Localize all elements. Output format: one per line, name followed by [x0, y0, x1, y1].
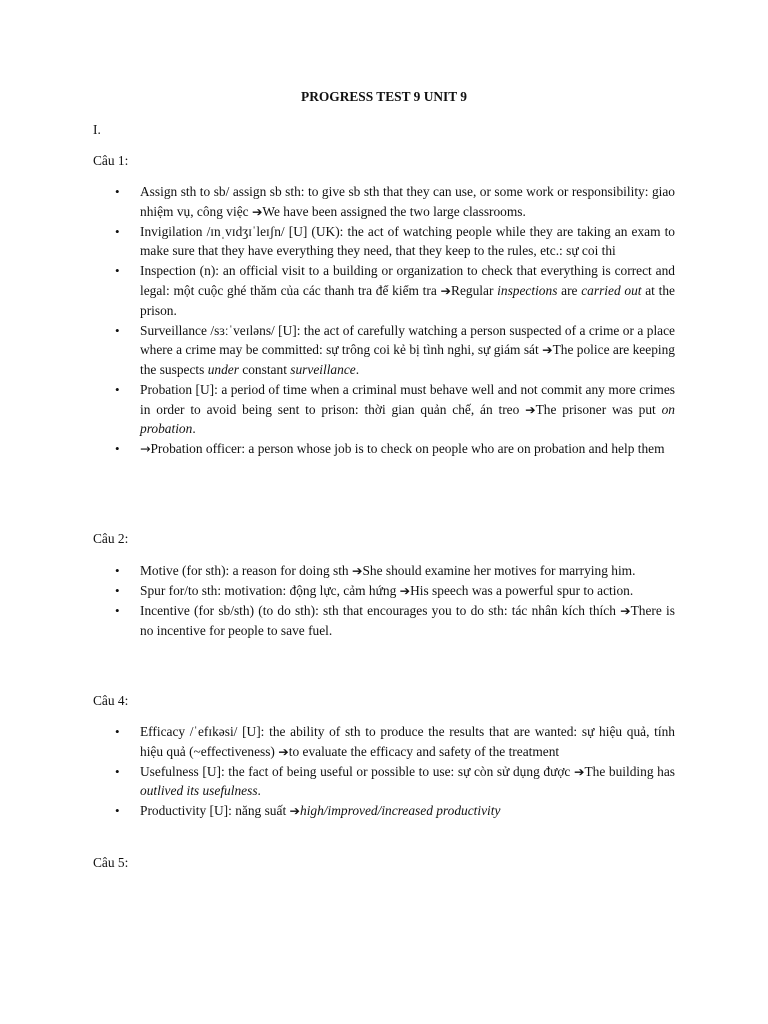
list-item: • Surveillance /sɜːˈveɪləns/ [U]: the act of carefully watching a person suspected of a crime or a place where a crime may be committed: sự trông coi kẻ bị tình nghi, sự giám sát ➔The police are keeping the suspects under constant surveillance.	[115, 322, 675, 377]
page-title: PROGRESS TEST 9 UNIT 9	[301, 89, 467, 104]
arrow-icon: ➔	[620, 603, 631, 619]
list-item: • Usefulness [U]: the fact of being useful or possible to use: sự còn sử dụng được ➔The building has outlived its usefulness.	[115, 763, 675, 799]
bullet-list-cau-2	[0, 561, 675, 641]
list-item: • Inspection (n): an official visit to a building or organization to check that everything is correct and legal: một cuộc ghé thăm của các thanh tra để kiểm tra ➔Regular inspections are carried out at the prison.	[115, 263, 675, 318]
bullet-icon: •	[115, 563, 120, 578]
bullet-list-cau-1	[0, 182, 675, 459]
bullet-icon: •	[115, 724, 120, 739]
bullet-icon: •	[115, 603, 120, 619]
arrow-icon: ➔	[542, 342, 553, 358]
arrow-icon: ➔	[440, 282, 452, 298]
arrow-icon: ➔	[351, 563, 363, 578]
arrow-icon: ➔	[278, 743, 289, 759]
list-item: • Assign sth to sb/ assign sb sth: to give sb sth that they can use, or some work or responsibility: giao nhiệm vụ, công việc ➔We have been assigned the two large classrooms.	[115, 184, 675, 219]
section-label-cau-2: Câu 2:	[93, 531, 129, 546]
bullet-icon: •	[115, 184, 120, 199]
list-item: • Efficacy /ˈefɪkəsi/ [U]: the ability of sth to produce the results that are wanted: sự hiệu quả, tính hiệu quả (~effectiveness) ➔to evaluate the efficacy and safety of the treatment	[115, 724, 675, 759]
arrow-icon: ➔	[251, 203, 263, 219]
arrow-icon: ➔	[289, 803, 300, 819]
bullet-icon: •	[115, 803, 120, 819]
bullet-icon: •	[115, 263, 120, 279]
arrow-icon: ➔	[399, 583, 411, 599]
list-item: • Invigilation /ɪnˌvɪdʒɪˈleɪʃn/ [U] (UK): the act of watching people while they are taking an exam to make sure that they have everything they need, that they keep to the rules, etc.: sự coi thi	[115, 223, 675, 259]
list-item: • Spur for/to sth: motivation: động lực, cảm hứng ➔His speech was a powerful spur to action.	[0, 581, 675, 601]
bullet-icon: •	[115, 322, 120, 338]
bullet-icon: •	[115, 583, 120, 599]
arrow-icon: →	[140, 441, 151, 457]
arrow-icon: ➔	[525, 401, 536, 417]
section-label-cau-5: Câu 5:	[93, 855, 129, 870]
section-roman-numeral: I.	[93, 122, 101, 137]
section-label-cau-1: Câu 1:	[93, 153, 129, 168]
bullet-icon: •	[115, 381, 120, 397]
list-item: • Productivity [U]: năng suất ➔high/improved/increased productivity	[0, 801, 675, 821]
bullet-list-cau-4	[0, 722, 675, 821]
list-item: • Incentive (for sb/sth) (to do sth): sth that encourages you to do sth: tác nhân kích thích ➔There is no incentive for people to save fuel.	[115, 603, 675, 638]
bullet-icon: •	[115, 763, 120, 779]
bullet-icon: •	[115, 223, 120, 239]
section-label-cau-4: Câu 4:	[93, 693, 129, 708]
list-item: • Motive (for sth): a reason for doing sth ➔She should examine her motives for marrying him.	[0, 561, 675, 581]
list-item: • →Probation officer: a person whose job is to check on people who are on probation and help them	[0, 439, 675, 459]
bullet-icon: •	[115, 441, 120, 457]
list-item: • Probation [U]: a period of time when a criminal must behave well and not commit any more crimes in order to avoid being sent to prison: thời gian quản chế, án treo ➔The prisoner was put on probation.	[115, 381, 675, 437]
arrow-icon: ➔	[573, 763, 585, 779]
